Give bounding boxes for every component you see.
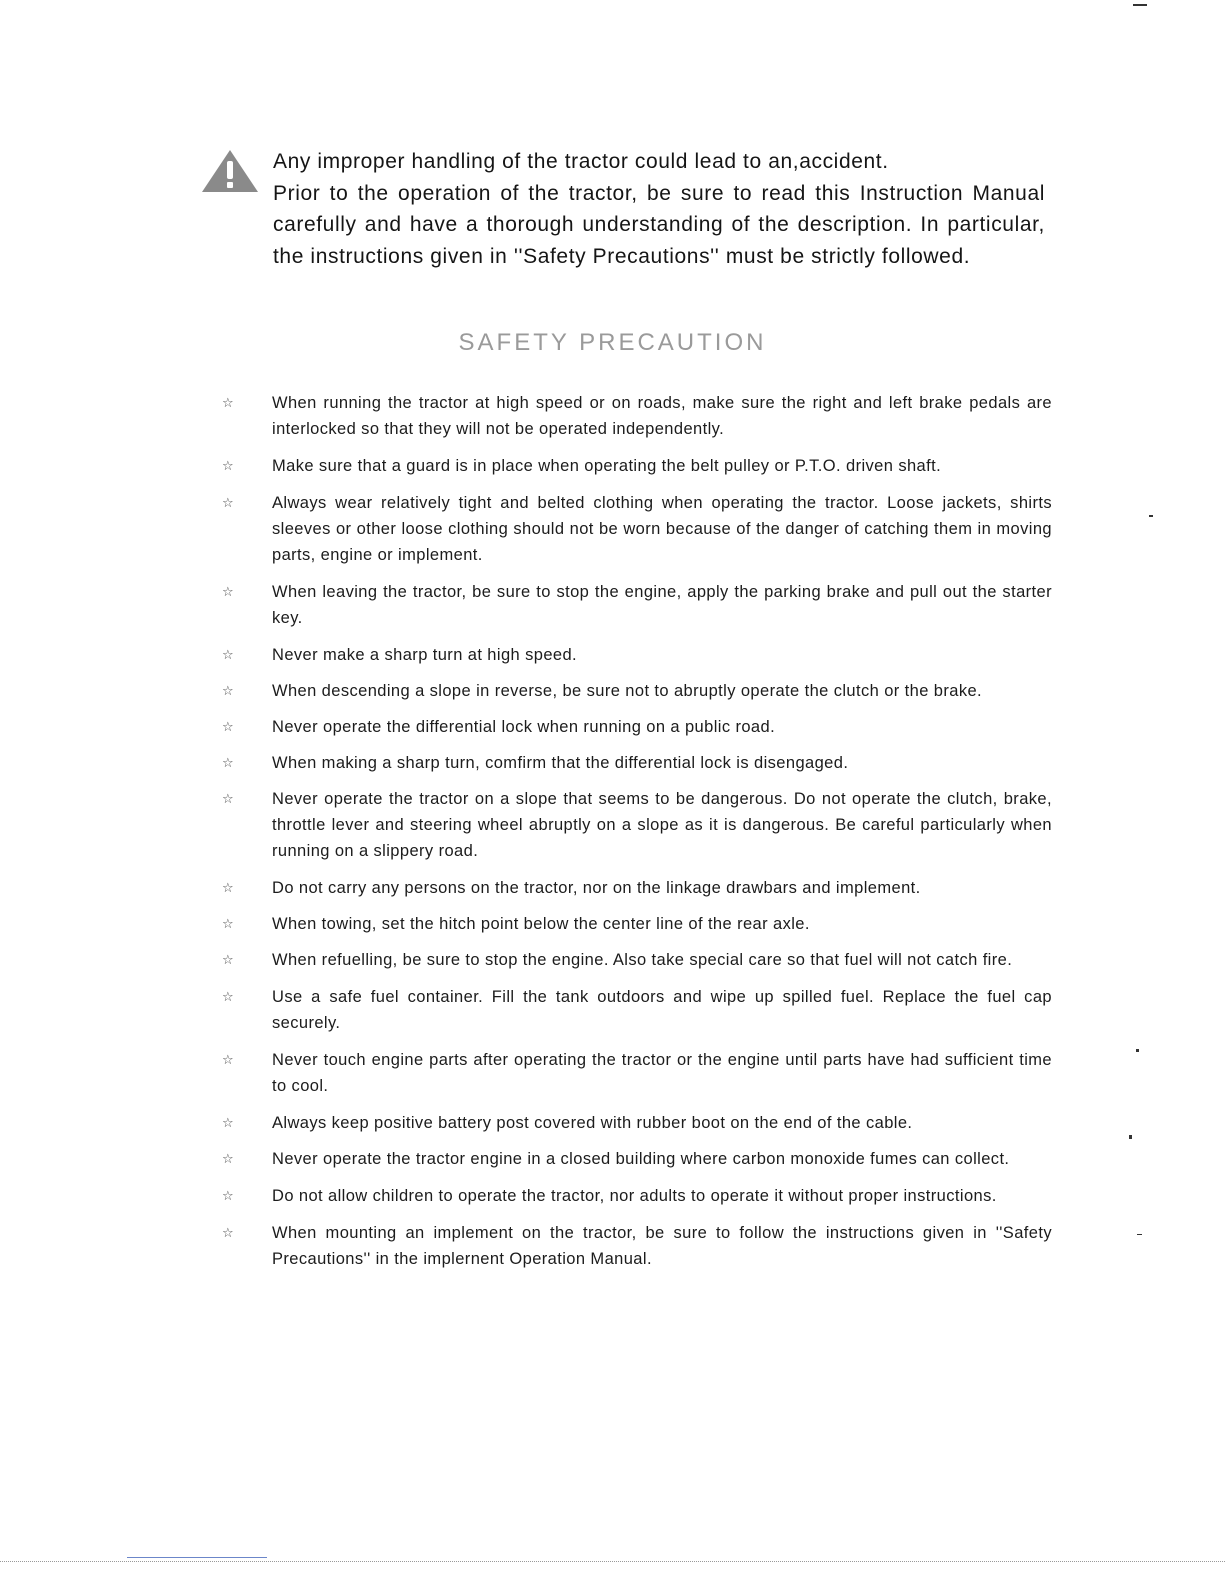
- section-heading: SAFETY PRECAUTION: [458, 329, 767, 356]
- precaution-item: [222, 984, 1052, 1036]
- precaution-text: When running the tractor at high speed or on roads, make sure the right and left brake pedals are interlocked so that they will not be operated independently.: [272, 394, 1052, 438]
- star-bullet-icon: ☆: [222, 916, 235, 931]
- precaution-item: [222, 947, 1052, 973]
- precaution-list: [222, 390, 1052, 1272]
- precaution-text: Never operate the tractor engine in a closed building where carbon monoxide fumes can collect.: [272, 1150, 1010, 1168]
- precaution-text: Never operate the differential lock when running on a public road.: [272, 718, 776, 736]
- star-bullet-icon: ☆: [222, 1052, 235, 1067]
- precaution-item: [222, 1220, 1052, 1272]
- precaution-item: [222, 1110, 1052, 1136]
- star-bullet-icon: ☆: [222, 1151, 235, 1166]
- precaution-item: [222, 490, 1052, 568]
- precaution-item: [222, 579, 1052, 631]
- precaution-item: [222, 390, 1052, 442]
- precaution-text: Always keep positive battery post covered with rubber boot on the end of the cable.: [272, 1114, 913, 1132]
- star-bullet-icon: ☆: [222, 584, 235, 599]
- precaution-item: [222, 786, 1052, 864]
- precaution-text: When refuelling, be sure to stop the engine. Also take special care so that fuel will not catch fire.: [272, 951, 1013, 969]
- precaution-text: Never operate the tractor on a slope that seems to be dangerous. Do not operate the clutch, brake, throttle lever and steering wheel abruptly on a slope as it is dangerous. Be careful particularly when running on a slippery road.: [272, 790, 1052, 860]
- star-bullet-icon: ☆: [222, 395, 235, 410]
- precaution-item: [222, 875, 1052, 901]
- star-bullet-icon: ☆: [222, 719, 235, 734]
- scan-mark: [1136, 1049, 1139, 1052]
- warning-line-accident: Any improper handling of the tractor could lead to an,accident.: [273, 150, 889, 173]
- star-bullet-icon: ☆: [222, 683, 235, 698]
- precaution-text: Use a safe fuel container. Fill the tank outdoors and wipe up spilled fuel. Replace the fuel cap securely.: [272, 988, 1052, 1032]
- scan-mark: [1129, 1135, 1132, 1139]
- precaution-text: When mounting an implement on the tractor, be sure to follow the instructions given in ''Safety Precautions'' in the implernent Operation Manual.: [272, 1224, 1052, 1268]
- warning-instructions: Prior to the operation of the tractor, be sure to read this Instruction Manual carefully and have a thorough understanding of the description. In particular, the instructions given in ''Safety Precautions'' must be strictly followed.: [273, 181, 1045, 268]
- precaution-item: [222, 1146, 1052, 1172]
- star-bullet-icon: ☆: [222, 495, 235, 510]
- precaution-item: [222, 1047, 1052, 1099]
- star-bullet-icon: ☆: [222, 952, 235, 967]
- precaution-text: When leaving the tractor, be sure to stop the engine, apply the parking brake and pull out the starter key.: [272, 583, 1052, 627]
- star-bullet-icon: ☆: [222, 1188, 235, 1203]
- precaution-item: [222, 714, 1052, 740]
- precaution-item: [222, 453, 1052, 479]
- precaution-text: When making a sharp turn, comfirm that the differential lock is disengaged.: [272, 754, 849, 772]
- precaution-text: Do not carry any persons on the tractor, nor on the linkage drawbars and implement.: [272, 879, 921, 897]
- precaution-item: [222, 750, 1052, 776]
- page-bottom-marker: [127, 1557, 267, 1558]
- warning-text: [273, 146, 1045, 272]
- precaution-text: When towing, set the hitch point below the center line of the rear axle.: [272, 915, 810, 933]
- precaution-text: When descending a slope in reverse, be sure not to abruptly operate the clutch or the brake.: [272, 682, 983, 700]
- precaution-text: Always wear relatively tight and belted clothing when operating the tractor. Loose jackets, shirts sleeves or other loose clothing should not be worn because of the danger of catching them in moving parts, engine or implement.: [272, 494, 1052, 564]
- precaution-text: Do not allow children to operate the tractor, nor adults to operate it without proper instructions.: [272, 1187, 997, 1205]
- precaution-item: [222, 1183, 1052, 1209]
- star-bullet-icon: ☆: [222, 989, 235, 1004]
- star-bullet-icon: ☆: [222, 791, 235, 806]
- precaution-text: Never touch engine parts after operating the tractor or the engine until parts have had sufficient time to cool.: [272, 1051, 1052, 1095]
- star-bullet-icon: ☆: [222, 880, 235, 895]
- warning-triangle-icon: [200, 150, 260, 192]
- star-bullet-icon: ☆: [222, 647, 235, 662]
- scan-mark: [1133, 4, 1147, 6]
- scan-mark: [1137, 1234, 1142, 1235]
- precaution-item: [222, 642, 1052, 668]
- star-bullet-icon: ☆: [222, 1225, 235, 1240]
- star-bullet-icon: ☆: [222, 458, 235, 473]
- precaution-text: Make sure that a guard is in place when operating the belt pulley or P.T.O. driven shaft.: [272, 457, 942, 475]
- precaution-text: Never make a sharp turn at high speed.: [272, 646, 578, 664]
- page-bottom-rule: [0, 1561, 1225, 1563]
- precaution-item: [222, 911, 1052, 937]
- star-bullet-icon: ☆: [222, 755, 235, 770]
- star-bullet-icon: ☆: [222, 1115, 235, 1130]
- scan-mark: [1149, 515, 1153, 517]
- precaution-item: [222, 678, 1052, 704]
